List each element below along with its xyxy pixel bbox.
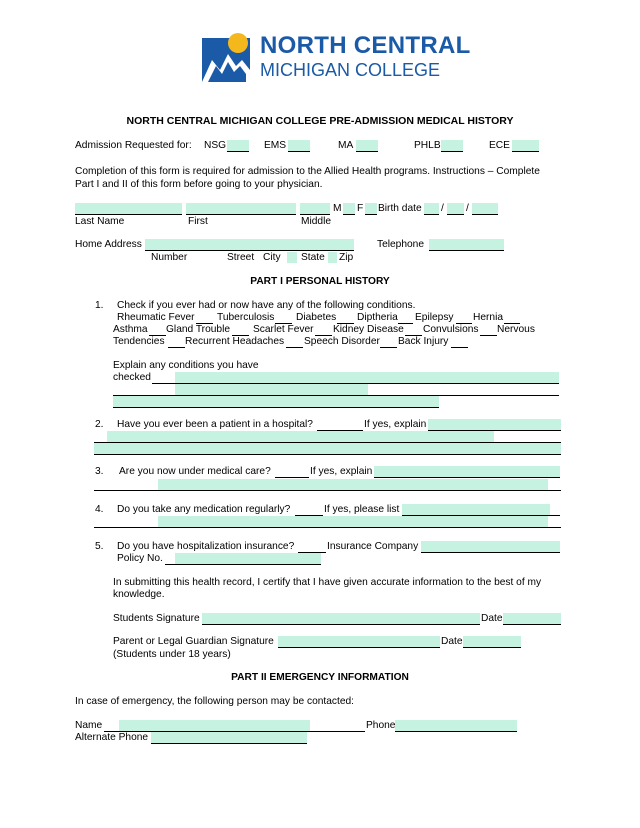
parent-date-label: Date: [441, 636, 463, 647]
instructions-line-2: Part I and II of this form before going to your physician.: [75, 179, 323, 190]
sex-f-field[interactable]: [365, 203, 377, 214]
q3-text: Are you now under medical care?: [119, 466, 271, 477]
q1-explain-label-1: Explain any conditions you have: [113, 360, 259, 371]
emergency-name-label: Name: [75, 720, 103, 731]
certify-line-2: knowledge.: [113, 589, 165, 600]
home-address-label: Home Address: [75, 239, 142, 250]
logo-line-2: MICHIGAN COLLEGE: [260, 60, 441, 80]
q1-explain-field-2[interactable]: [175, 384, 368, 395]
condition-back-injury: Back Injury: [398, 336, 449, 347]
alternate-phone-label: Alternate Phone: [75, 732, 149, 743]
student-date-label: Date: [481, 613, 503, 624]
q2-text: Have you ever been a patient in a hospital?: [117, 419, 313, 430]
sex-m-label: M: [333, 203, 342, 214]
part2-heading: PART II EMERGENCY INFORMATION: [231, 672, 409, 683]
condition-gland-trouble: Gland Trouble: [166, 324, 230, 335]
program-ma-label: MA: [338, 140, 354, 151]
emergency-name-field[interactable]: [119, 720, 310, 731]
program-phlb-label: PHLB: [414, 140, 441, 151]
program-ece-field[interactable]: [512, 140, 539, 151]
condition-nervous-tendencies-blank[interactable]: [168, 347, 185, 348]
q2-explain-field-1[interactable]: [428, 419, 561, 430]
program-nsg-label: NSG: [204, 140, 227, 151]
last-name-label: Last Name: [75, 216, 125, 227]
middle-name-label: Middle: [301, 216, 332, 227]
alternate-phone-field[interactable]: [151, 732, 307, 743]
q4-number: 4.: [95, 504, 104, 515]
city-state-spacer-field[interactable]: [287, 252, 297, 263]
emergency-intro: In case of emergency, the following person may be contacted:: [75, 696, 354, 707]
state-zip-spacer-field[interactable]: [328, 252, 337, 263]
first-name-field[interactable]: [186, 203, 296, 214]
q2-explain-field-3[interactable]: [94, 443, 561, 454]
insurance-company-field[interactable]: [421, 541, 560, 552]
zip-label: Zip: [339, 252, 354, 263]
condition-tendencies: Tendencies: [113, 336, 165, 347]
page-title: NORTH CENTRAL MICHIGAN COLLEGE PRE-ADMISSION MEDICAL HISTORY: [126, 115, 514, 127]
parent-date-field[interactable]: [463, 636, 521, 647]
q5-number: 5.: [95, 541, 104, 552]
program-ems-field[interactable]: [288, 140, 310, 151]
q2-number: 2.: [95, 419, 104, 430]
street-label: Street: [227, 252, 255, 263]
condition-tuberculosis: Tuberculosis: [217, 312, 275, 323]
q1-explain-field-1[interactable]: [175, 372, 559, 383]
part1-heading: PART I PERSONAL HISTORY: [250, 276, 390, 287]
condition-epilepsy: Epilepsy: [415, 312, 454, 323]
telephone-field[interactable]: [429, 239, 504, 250]
condition-convulsions-blank[interactable]: [480, 335, 497, 336]
number-label: Number: [151, 252, 188, 263]
birth-date-slash-1: /: [441, 203, 444, 214]
student-date-field[interactable]: [503, 613, 561, 624]
state-label: State: [301, 252, 325, 263]
condition-diptheria: Diptheria: [357, 312, 398, 323]
condition-back-injury-blank[interactable]: [451, 347, 468, 348]
q1-explain-label-2: checked: [113, 372, 151, 383]
sex-m-field[interactable]: [343, 203, 355, 214]
middle-name-field[interactable]: [300, 203, 330, 214]
q1-number: 1.: [95, 300, 104, 311]
program-ece-label: ECE: [489, 140, 510, 151]
q3-follow-label: If yes, explain: [310, 466, 373, 477]
condition-rheumatic-fever: Rheumatic Fever: [117, 312, 195, 323]
q5-text: Do you have hospitalization insurance?: [117, 541, 295, 552]
birth-year-field[interactable]: [472, 203, 498, 214]
first-name-label: First: [188, 216, 208, 227]
home-address-field[interactable]: [145, 239, 354, 250]
parent-signature-field[interactable]: [278, 636, 440, 647]
instructions-line-1: Completion of this form is required for admission to the Allied Health programs. Instructions – Complete: [75, 166, 540, 177]
condition-speech-disorder: Speech Disorder: [304, 336, 380, 347]
q3-number: 3.: [95, 466, 104, 477]
q3-answer-blank[interactable]: [275, 477, 309, 478]
program-phlb-field[interactable]: [441, 140, 463, 151]
admission-label: Admission Requested for:: [75, 140, 192, 151]
last-name-field[interactable]: [75, 203, 182, 214]
telephone-label: Telephone: [377, 239, 425, 250]
q4-list-field-2[interactable]: [158, 516, 548, 527]
condition-recurrent-headaches-blank[interactable]: [286, 347, 303, 348]
condition-kidney-disease: Kidney Disease: [333, 324, 404, 335]
under-18-note: (Students under 18 years): [113, 649, 231, 660]
policy-number-label: Policy No.: [117, 553, 163, 564]
q4-text: Do you take any medication regularly?: [117, 504, 291, 515]
condition-convulsions: Convulsions: [423, 324, 479, 335]
q4-list-field-1[interactable]: [402, 504, 550, 515]
q3-explain-field-1[interactable]: [374, 466, 560, 477]
program-nsg-field[interactable]: [227, 140, 249, 151]
condition-hernia: Hernia: [473, 312, 504, 323]
condition-nervous: Nervous: [497, 324, 535, 335]
birth-month-field[interactable]: [424, 203, 439, 214]
sun-mountain-logo-icon: [198, 30, 254, 84]
city-label: City: [263, 252, 281, 263]
birth-date-label: Birth date: [378, 203, 422, 214]
condition-recurrent-headaches: Recurrent Headaches: [185, 336, 285, 347]
emergency-phone-label: Phone: [366, 720, 396, 731]
program-ems-label: EMS: [264, 140, 287, 151]
q2-explain-field-2[interactable]: [107, 431, 494, 442]
program-ma-field[interactable]: [356, 140, 378, 151]
student-signature-field[interactable]: [202, 613, 480, 624]
condition-asthma: Asthma: [113, 324, 148, 335]
sex-f-label: F: [357, 203, 364, 214]
q4-follow-label: If yes, please list: [324, 504, 400, 515]
certify-line-1: In submitting this health record, I certify that I have given accurate information to the best of my: [113, 577, 542, 588]
parent-signature-label: Parent or Legal Guardian Signature: [113, 636, 274, 647]
college-logo: [198, 30, 471, 86]
student-signature-label: Students Signature: [113, 613, 200, 624]
condition-diabetes: Diabetes: [296, 312, 337, 323]
logo-line-1: NORTH CENTRAL: [260, 32, 471, 59]
q5-follow-label: Insurance Company: [327, 541, 419, 552]
q3-explain-field-2[interactable]: [158, 479, 548, 490]
q2-follow-label: If yes, explain: [364, 419, 427, 430]
condition-scarlet-fever: Scarlet Fever: [253, 324, 314, 335]
policy-number-field[interactable]: [175, 553, 321, 564]
emergency-phone-field[interactable]: [395, 720, 517, 731]
condition-speech-disorder-blank[interactable]: [380, 347, 397, 348]
birth-date-slash-2: /: [466, 203, 469, 214]
q1-text: Check if you ever had or now have any of the following conditions.: [117, 300, 416, 311]
birth-day-field[interactable]: [447, 203, 464, 214]
q1-explain-field-3[interactable]: [113, 396, 439, 407]
